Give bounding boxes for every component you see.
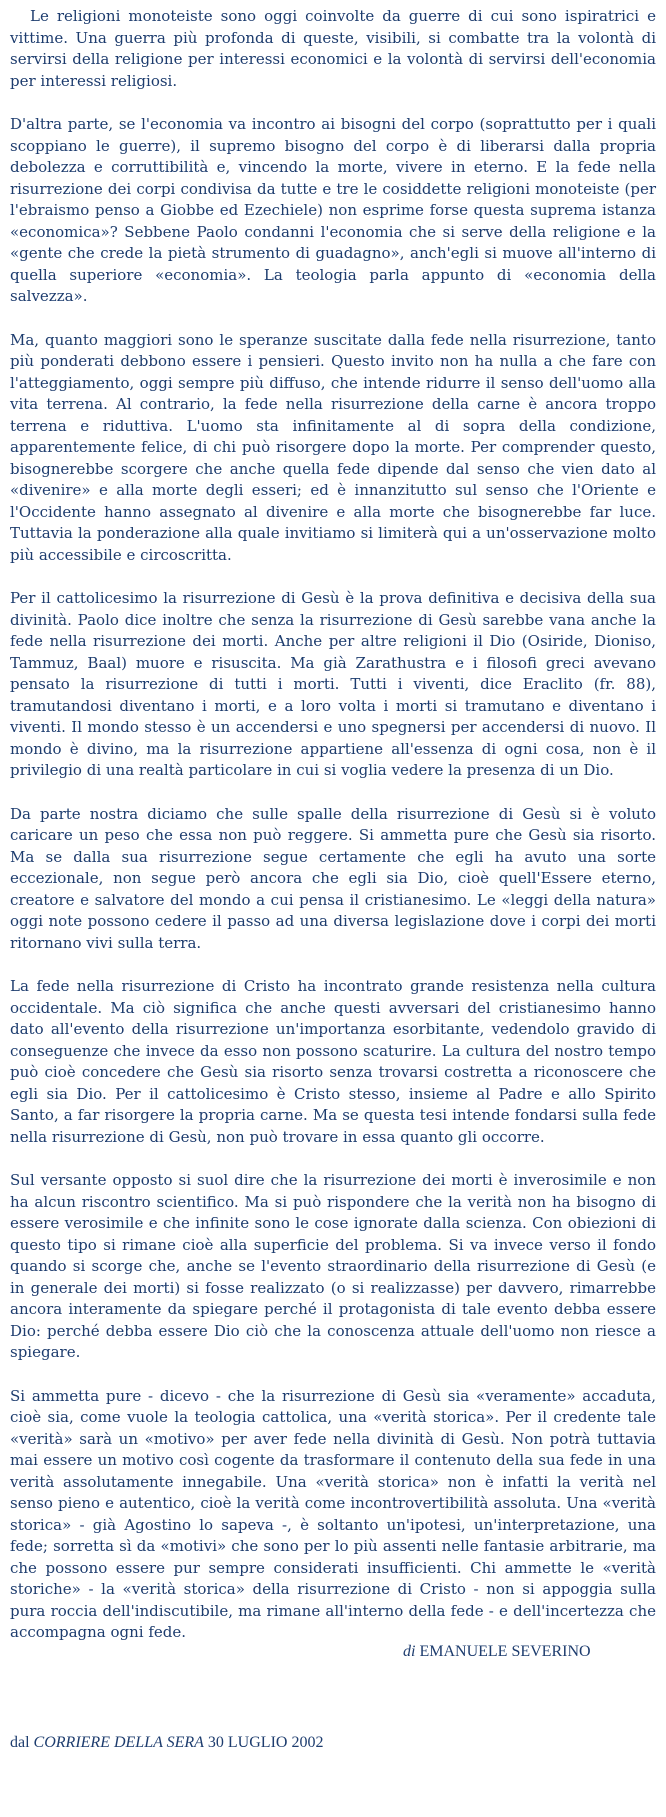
source-line	[10, 1734, 323, 1752]
publication-date: 30 LUGLIO 2002	[207, 1734, 324, 1751]
author-name: EMANUELE SEVERINO	[419, 1643, 591, 1660]
article-body	[10, 6, 656, 1666]
article-paragraph-3: Ma, quanto maggiori sono le speranze suscitate dalla fede nella risurrezione, tanto più ponderati debbono essere i pensieri. Questo invito non ha nulla a che fare con l'atteggiamento, oggi sempre più diffuso, che intende ridurre il senso dell'uomo alla vita terrena. Al contrario, la fede nella risurrezione della carne è ancora troppo terrena e riduttiva. L'uomo sta infinitamente al di sopra della condizione, apparentemente felice, di chi può risorgere dopo la morte. Per comprender questo, bisognerebbe scorgere che anche quella fede dipende dal senso che vien dato al «divenire» e alla morte degli esseri; ed è innanzitutto sul senso che l'Oriente e l'Occidente hanno assegnato al divenire e alla morte che bisognerebbe far luce. Tuttavia la ponderazione alla quale invitiamo si limiterà qui a un'osservazione molto più accessibile e circoscritta.	[10, 330, 656, 564]
newspaper-name: CORRIERE DELLA SERA	[33, 1734, 204, 1751]
article-paragraph-6: La fede nella risurrezione di Cristo ha incontrato grande resistenza nella cultura occidentale. Ma ciò significa che anche questi avversari del cristianesimo hanno dato all'evento della risurrezione un'importanza esorbitante, vedendolo gravido di conseguenze che invece da esso non possono scaturire. La cultura del nostro tempo può cioè concedere che Gesù sia risorto senza trovarsi costretta a riconoscere che egli sia Dio. Per il cattolicesimo è Cristo stesso, insieme al Padre e allo Spirito Santo, a far risorgere la propria carne. Ma se questa tesi intende fondarsi sulla fede nella risurrezione di Gesù, non può trovare in essa quanto gli occorre.	[10, 977, 656, 1146]
article-paragraph-2: D'altra parte, se l'economia va incontro ai bisogni del corpo (soprattutto per i quali scoppiano le guerre), il supremo bisogno del corpo è di liberarsi dalla propria debolezza e corruttibilità e, vincendo la morte, vivere in eterno. E la fede nella risurrezione dei corpi condivisa da tutte e tre le cosiddette religioni monoteiste (per l'ebraismo penso a Giobbe ed Ezechiele) non esprime forse questa suprema istanza «economica»? Sebbene Paolo condanni l'economia che si serve della religione e la «gente che crede la pietà strumento di guadagno», anch'egli si muove all'interno di quella superiore «economia». La teologia parla appunto di «economia della salvezza».	[10, 115, 656, 305]
article-paragraph-4: Per il cattolicesimo la risurrezione di Gesù è la prova definitiva e decisiva della sua divinità. Paolo dice inoltre che senza la risurrezione di Gesù sarebbe vana anche la fede nella risurrezione dei morti. Anche per altre religioni il Dio (Osiride, Dioniso, Tammuz, Baal) muore e risuscita. Ma già Zarathustra e i filosofi greci avevano pensato la risurrezione di tutti i morti. Tutti i viventi, dice Eraclito (fr. 88), tramutandosi diventano i morti, e a loro volta i morti si tramutano e diventano i viventi. Il mondo stesso è un accendersi e uno spegnersi per accendersi di nuovo. Il mondo è divino, ma la risurrezione appartiene all'essenza di ogni cosa, non è il privilegio di una realtà particolare in cui si voglia vedere la presenza di un Dio.	[10, 589, 656, 779]
article-paragraph-8: Si ammetta pure - dicevo - che la risurrezione di Gesù sia «veramente» accaduta, cioè sia, come vuole la teologia cattolica, una «verità storica». Per il credente tale «verità» sarà un «motivo» per aver fede nella divinità di Gesù. Non potrà tuttavia mai essere un motivo così cogente da trasformare il contenuto della sua fede in una verità assolutamente innegabile. Una «verità storica» non è infatti la verità nel senso pieno e autentico, cioè la verità come incontrovertibilità assoluta. Una «verità storica» - già Agostino lo sapeva -, è soltanto un'ipotesi, un'interpretazione, una fede; sorretta sì da «motivi» che sono per lo più assenti nelle fantasie arbitrarie, ma che possono essere pur sempre considerati insufficienti. Chi ammette le «verità storiche» - la «verità storica» della risurrezione di Cristo - non si appoggia sulla pura roccia dell'indiscutibile, ma rimane all'interno della fede - e dell'incertezza che accompagna ogni fede.	[10, 1386, 656, 1641]
article-paragraph-5: Da parte nostra diciamo che sulle spalle della risurrezione di Gesù si è voluto caricare un peso che essa non può reggere. Si ammetta pure che Gesù sia risorto. Ma se dalla sua risurrezione segue certamente che egli ha avuto una sorte eccezionale, non segue però ancora che egli sia Dio, cioè quell'Essere eterno, creatore e salvatore del mondo a cui pensa il cristianesimo. Le «leggi della natura» oggi note possono cedere il passo ad una diversa legislazione dove i corpi dei morti ritornano vivi sulla terra.	[10, 804, 656, 952]
article-paragraph-7: Sul versante opposto si suol dire che la risurrezione dei morti è inverosimile e non ha alcun riscontro scientifico. Ma si può rispondere che la verità non ha bisogno di essere verosimile e che infinite sono le cose ignorate dalla scienza. Con obiezioni di questo tipo si rimane cioè alla superficie del problema. Si va invece verso il fondo quando si scorge che, anche se l'evento straordinario della risurrezione di Gesù (e in generale dei morti) si fosse realizzato (o si realizzasse) per davvero, rimarrebbe ancora interamente da spiegare perché il protagonista di tale evento debba essere Dio: perché debba essere Dio ciò che la conoscenza attuale dell'uomo non riesce a spiegare.	[10, 1171, 656, 1361]
signature-prefix: di	[403, 1643, 416, 1660]
source-prefix: dal	[10, 1734, 30, 1751]
article-paragraph-1: Le religioni monoteiste sono oggi coinvolte da guerre di cui sono ispiratrici e vittime. Una guerra più profonda di queste, visibili, si combatte tra la volontà di servirsi della religione per interessi economici e la volontà di servirsi dell'economia per interessi religiosi.	[10, 7, 656, 90]
author-signature	[403, 1643, 591, 1661]
